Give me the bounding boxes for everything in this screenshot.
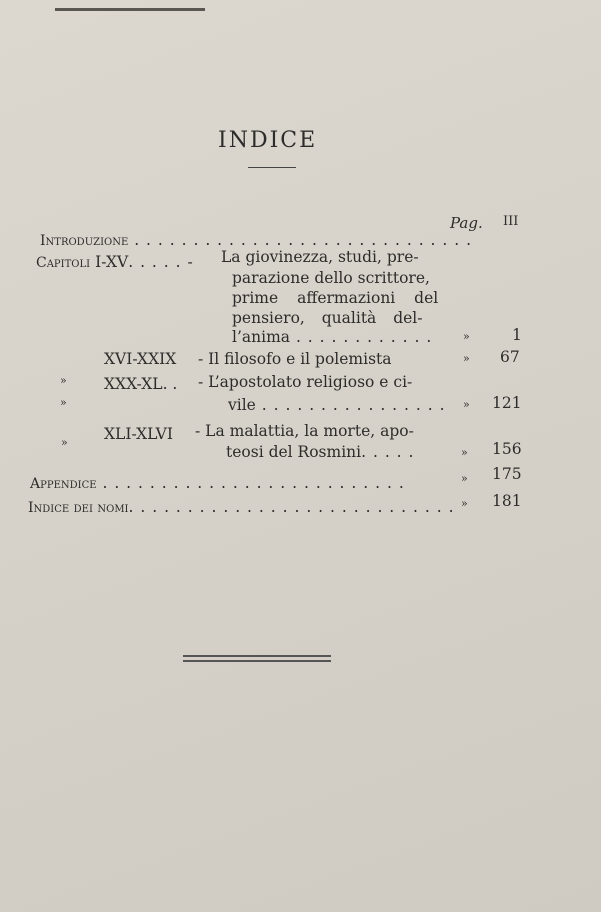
chapter-range: I-XV: [95, 253, 129, 271]
page-number: 1: [512, 326, 522, 344]
toc-entry-introduzione[interactable]: [40, 230, 472, 249]
entry-title-line: - La malattia, la morte, apo-: [195, 422, 414, 440]
leader-dots: . . . . . . . . . . . . . . . . . . . . . . . . . .: [96, 474, 405, 492]
top-rule: [55, 0, 205, 11]
ditto-mark: »: [461, 446, 468, 459]
entry-title-line: vile . . . . . . . . . . . . . . . .: [228, 396, 446, 414]
entry-title-line: prime affermazioni del: [232, 289, 439, 307]
bottom-double-rule: [183, 660, 331, 662]
ditto-mark: »: [60, 396, 67, 409]
leader-dots: . . . . . . . . . . . . . . . . . . . . . . . . . . . . .: [128, 231, 473, 249]
ditto-mark: »: [461, 472, 468, 485]
entry-title-line: - L’apostolato religioso e ci-: [198, 373, 413, 391]
page-title: INDICE: [218, 128, 318, 153]
bottom-double-rule: [183, 655, 331, 657]
chapter-range[interactable]: XXX-XL. .: [104, 375, 178, 393]
page-number: 156: [492, 440, 522, 458]
page-number: 67: [500, 348, 520, 366]
toc-entry-indice-dei-nomi[interactable]: [28, 497, 455, 516]
leader-dots: . . . . . -: [128, 253, 194, 271]
entry-label: Appendice: [30, 476, 97, 492]
chapter-range[interactable]: XLI-XLVI: [104, 425, 173, 443]
page-number: 181: [492, 492, 522, 510]
title-underline: [248, 167, 296, 168]
entry-title-line: l’anima . . . . . . . . . . . .: [232, 328, 433, 346]
chapter-range[interactable]: XVI-XXIX: [104, 350, 177, 368]
entry-title-line: pensiero, qualità del-: [232, 309, 423, 327]
toc-entry-appendice[interactable]: [30, 473, 405, 492]
ditto-mark: »: [463, 330, 470, 343]
page-number: III: [503, 214, 519, 229]
entry-title-line: teosi del Rosmini. . . . .: [226, 443, 415, 461]
pag-label: Pag.: [450, 214, 483, 232]
ditto-mark: »: [60, 374, 67, 387]
toc-entry-capitoli[interactable]: [36, 252, 194, 271]
page-number: 175: [492, 465, 522, 483]
ditto-mark: »: [463, 352, 470, 365]
entry-label: Introduzione: [40, 233, 129, 249]
entry-label: Indice dei nomi: [28, 500, 129, 516]
entry-title-line: - Il filosofo e il polemista: [198, 350, 392, 368]
entry-label: Capitoli: [36, 255, 91, 271]
page-number: 121: [492, 394, 522, 412]
ditto-mark: »: [61, 436, 68, 449]
leader-dots: . . . . . . . . . . . . . . . . . . . . . . . . . . . .: [128, 498, 455, 516]
ditto-mark: »: [463, 398, 470, 411]
entry-title-line: La giovinezza, studi, pre-: [221, 248, 419, 266]
ditto-mark: »: [461, 497, 468, 510]
entry-title-line: parazione dello scrittore,: [232, 269, 430, 287]
